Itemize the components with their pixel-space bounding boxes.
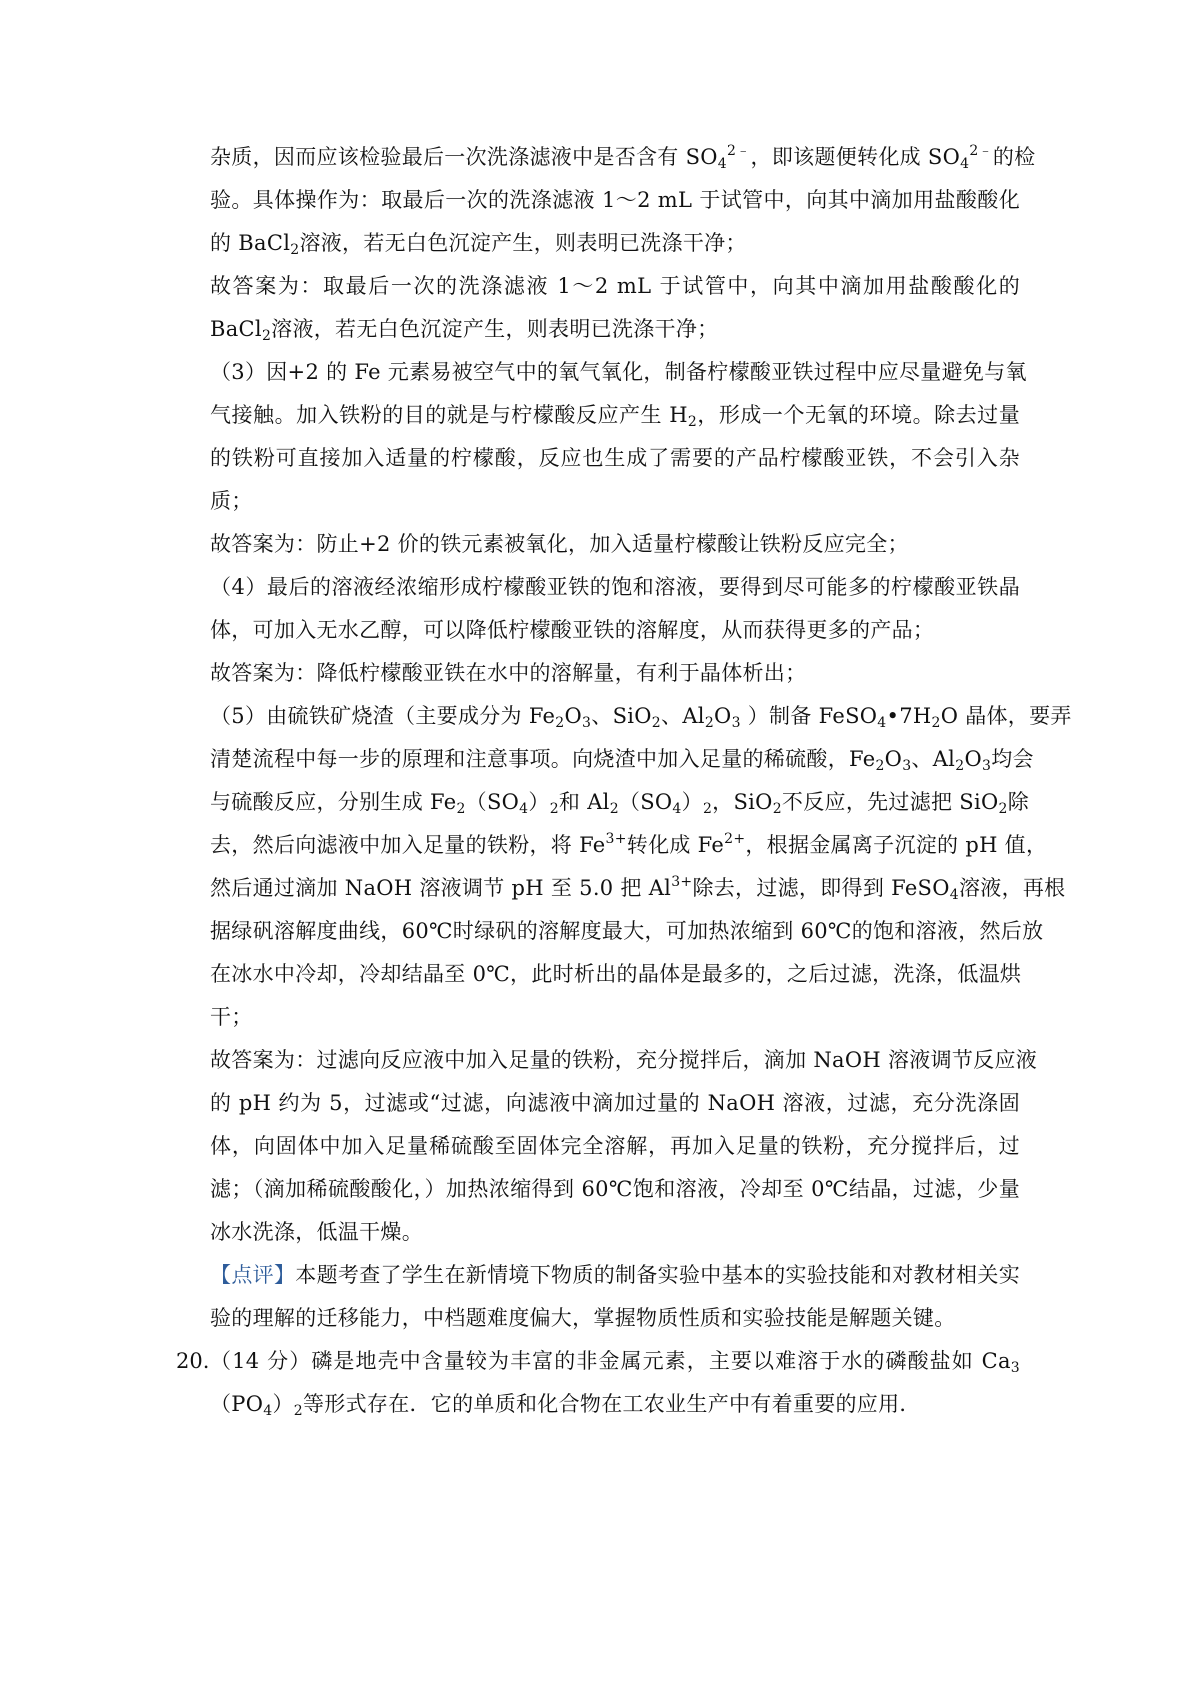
text-line: 的铁粉可直接加入适量的柠檬酸，反应也生成了需要的产品柠檬酸亚铁，不会引入杂	[210, 446, 1020, 470]
text-line: 杂质，因而应该检验最后一次洗涤滤液中是否含有 $SO_4^{2﹣}$，即该题便转化成 $SO_4^{2﹣}$的检	[210, 143, 1036, 172]
text-line: 体，可加入无水乙醇，可以降低柠檬酸亚铁的溶解度，从而获得更多的产品；	[210, 618, 935, 642]
question-number: 20.	[176, 1349, 210, 1373]
comment-line: 【点评】本题考查了学生在新情境下物质的制备实验中基本的实验技能和对教材相关实	[210, 1263, 1020, 1287]
text-line: 验。具体操作为：取最后一次的洗涤滤液 1～2 mL 于试管中，向其中滴加用盐酸酸化	[210, 188, 1020, 212]
text-line: 据绿矾溶解度曲线，60℃时绿矾的溶解度最大，可加热浓缩到 60℃的饱和溶液，然后放	[210, 919, 1044, 943]
text-line: 故答案为：取最后一次的洗涤滤液 1～2 mL 于试管中，向其中滴加用盐酸酸化的	[210, 274, 1020, 298]
text-line: 的 pH 约为 5，过滤或“过滤，向滤液中滴加过量的 NaOH 溶液，过滤，充分洗涤固	[210, 1091, 1020, 1115]
text-line: $(PO_4)_2$等形式存在．它的单质和化合物在工农业生产中有着重要的应用．	[210, 1392, 921, 1419]
text-line: BaCl$_2$溶液，若无白色沉淀产生，则表明已洗涤干净；	[210, 317, 719, 344]
text-line: 然后通过滴加 NaOH 溶液调节 pH 至 5.0 把 $Al^{3+}$除去，过滤，即得到 FeSO$_4$溶液，再根	[210, 874, 1066, 903]
text-line: 故答案为：防止+2 价的铁元素被氧化，加入适量柠檬酸让铁粉反应完全；	[210, 532, 909, 556]
text-line: 与硫酸反应，分别生成 $Fe_2(SO_4)_2$和 $Al_2(SO_4)_2$，SiO$_2$不反应，先过滤把 SiO$_2$除	[210, 790, 1030, 817]
text-line: 干；	[210, 1005, 253, 1029]
comment-tag: 【点评】	[210, 1263, 296, 1287]
text-line: 气接触。加入铁粉的目的就是与柠檬酸反应产生 $H_2$，形成一个无氧的环境。除去过量	[210, 403, 1021, 430]
text-line: 在冰水中冷却，冷却结晶至 0℃，此时析出的晶体是最多的，之后过滤，洗涤，低温烘	[210, 962, 1022, 986]
text-line: 故答案为：降低柠檬酸亚铁在水中的溶解量，有利于晶体析出；	[210, 661, 807, 685]
text-line: 清楚流程中每一步的原理和注意事项。向烧渣中加入足量的稀硫酸，$Fe_2O_3$、$Al_2O_3$均会	[210, 747, 1034, 774]
text-line: 验的理解的迁移能力，中档题难度偏大，掌握物质性质和实验技能是解题关键。	[210, 1306, 956, 1330]
text-line: （5）由硫铁矿烧渣（主要成分为 $Fe_2O_3$、SiO$_2$、$Al_2O_3$ ）制备 $FeSO_4•7H_2O$ 晶体，要弄	[210, 704, 1072, 731]
text-line: 滤；（滴加稀硫酸酸化，）加热浓缩得到 60℃饱和溶液，冷却至 0℃结晶，过滤，少量	[210, 1177, 1020, 1201]
question-line: （14 分）磷是地壳中含量较为丰富的非金属元素，主要以难溶于水的磷酸盐如 $Ca_3$	[210, 1349, 1020, 1376]
text-line: （3）因+2 的 Fe 元素易被空气中的氧气氧化，制备柠檬酸亚铁过程中应尽量避免与氧	[210, 360, 1027, 384]
text-line: 冰水洗涤，低温干燥。	[210, 1220, 423, 1244]
text-line: 故答案为：过滤向反应液中加入足量的铁粉，充分搅拌后，滴加 NaOH 溶液调节反应液	[210, 1048, 1038, 1072]
text-line: 体，向固体中加入足量稀硫酸至固体完全溶解，再加入足量的铁粉，充分搅拌后，过	[210, 1134, 1020, 1158]
text-line: 去，然后向滤液中加入足量的铁粉，将 $Fe^{3+}$转化成 $Fe^{2+}$，根据金属离子沉淀的 pH 值，	[210, 831, 1048, 857]
text-line: 的 BaCl$_2$溶液，若无白色沉淀产生，则表明已洗涤干净；	[210, 231, 747, 258]
text-line: 质；	[210, 489, 253, 513]
text-line: （4）最后的溶液经浓缩形成柠檬酸亚铁的饱和溶液，要得到尽可能多的柠檬酸亚铁晶	[210, 575, 1020, 599]
